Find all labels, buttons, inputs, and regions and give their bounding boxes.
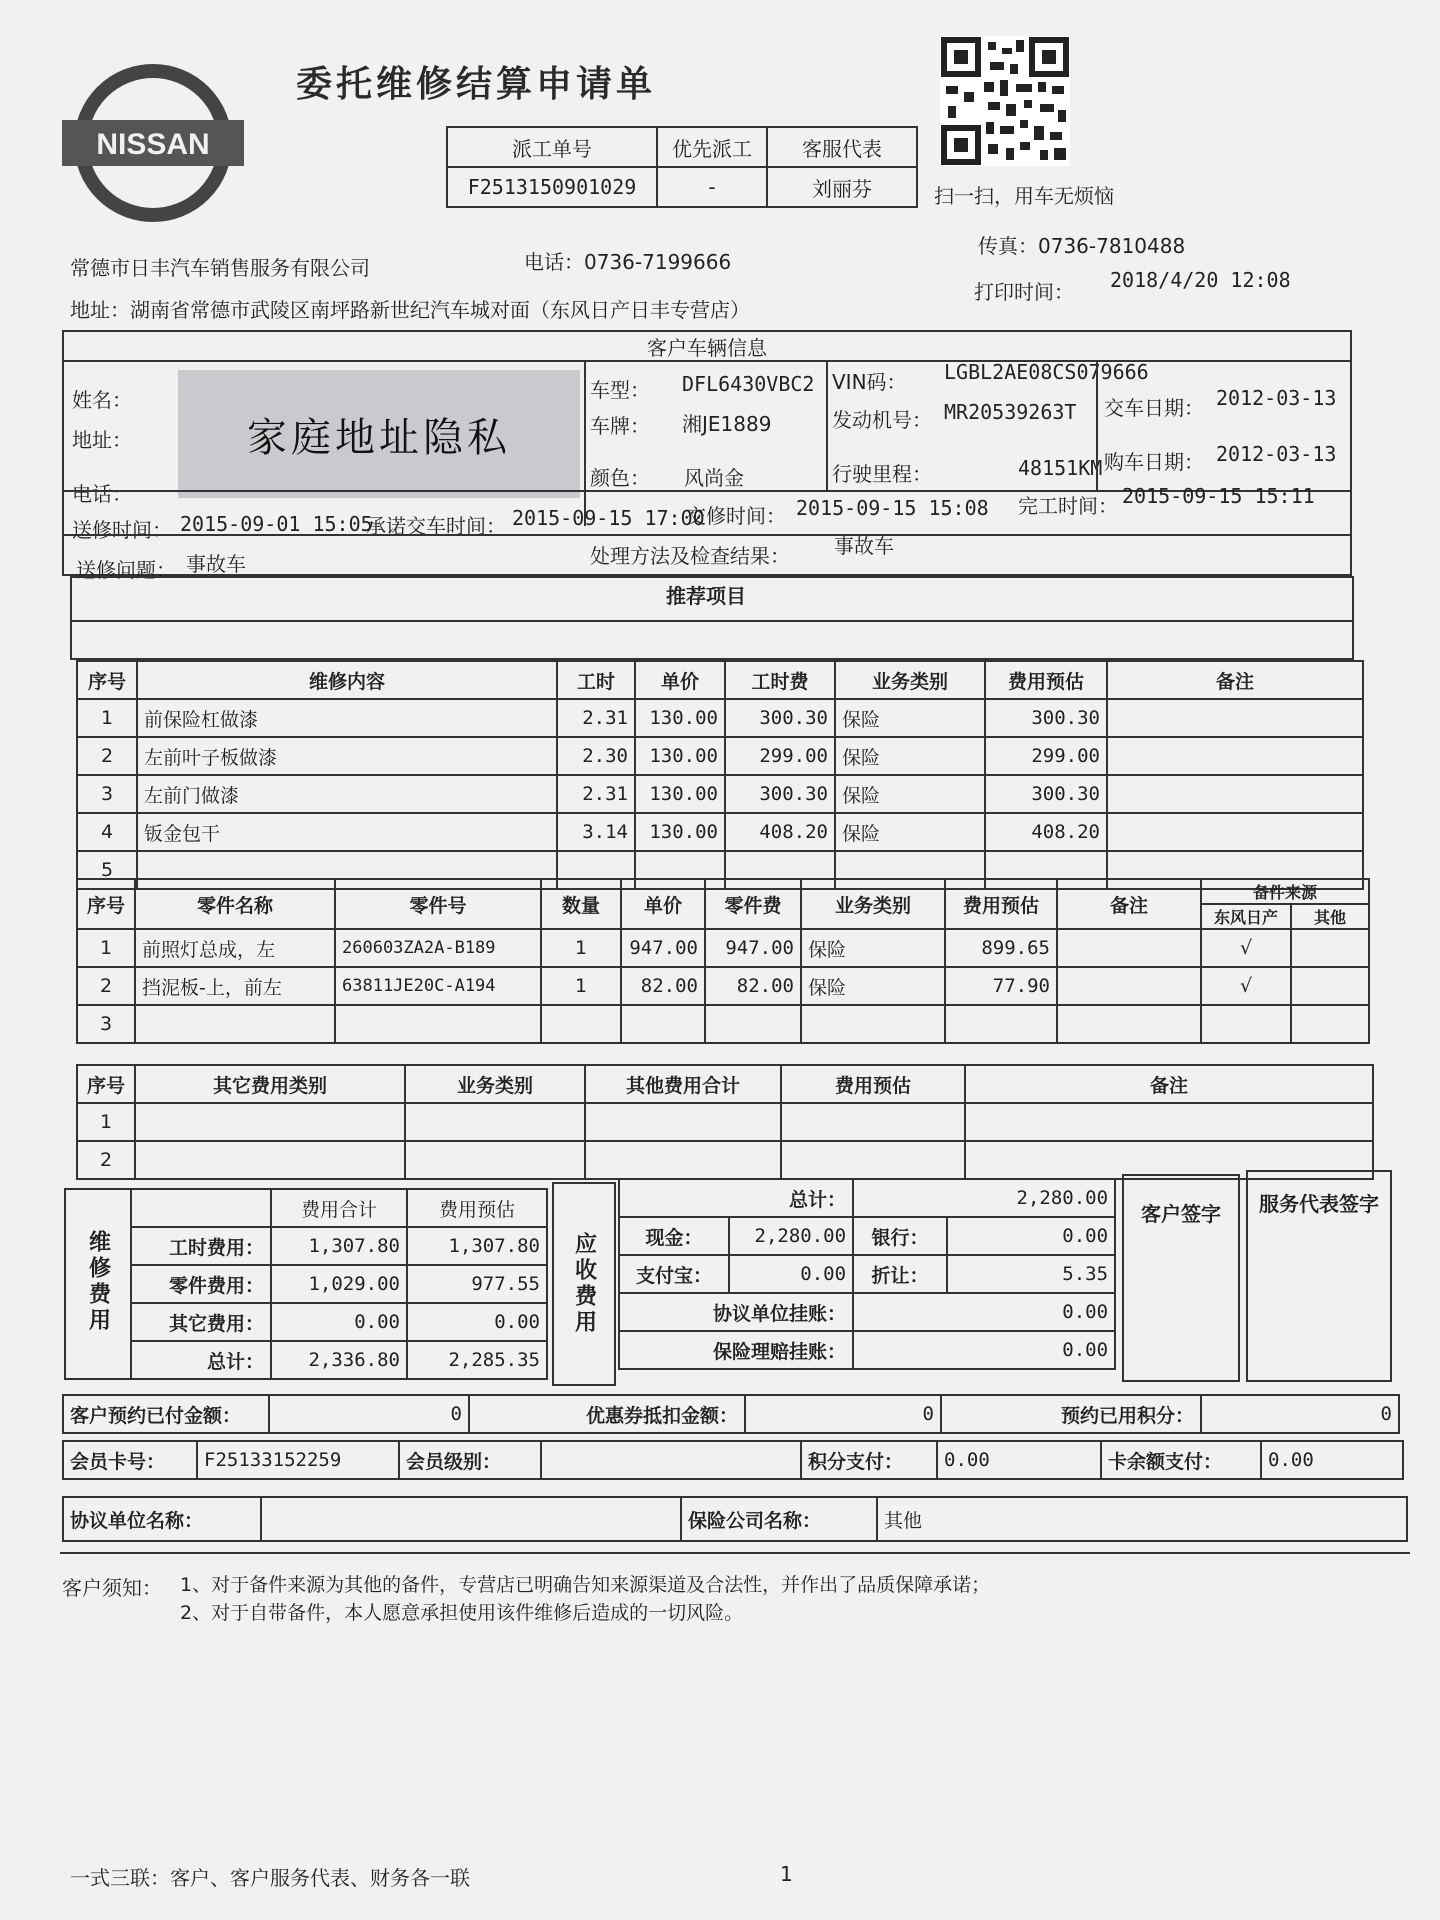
parts-header: 零件费 <box>705 879 801 929</box>
labor-cell: 299.00 <box>725 737 835 775</box>
notice-line-1: 1、对于备件来源为其他的备件，专营店已明确告知来源渠道及合法性，并作出了品质保障承诺； <box>180 1574 991 1596</box>
model-label: 车型： <box>590 378 650 402</box>
qr-code <box>940 36 1070 166</box>
parts-cell <box>1201 1005 1291 1043</box>
parts-cell: 1 <box>541 967 621 1005</box>
bank-label: 银行： <box>853 1217 947 1255</box>
other-fees-cell <box>405 1103 585 1141</box>
prepaid-value: 0 <box>269 1395 469 1433</box>
plate-value: 湘JE1889 <box>682 412 772 436</box>
delivery-date: 2012-03-13 <box>1216 386 1337 410</box>
parts-cell <box>541 1005 621 1043</box>
table-row <box>77 1103 1373 1141</box>
labor-cell: 130.00 <box>635 699 725 737</box>
service-signature-box[interactable] <box>1246 1170 1392 1382</box>
name-label: 姓名： <box>72 388 132 412</box>
insurance-claim-label: 保险理赔挂账： <box>619 1331 853 1369</box>
parts-cell <box>1291 1005 1369 1043</box>
footer-copies: 一式三联：客户、客户服务代表、财务各一联 <box>70 1866 470 1890</box>
other-fees-cell <box>965 1103 1373 1141</box>
parts-cell <box>1291 967 1369 1005</box>
labor-cell: 300.30 <box>985 775 1107 813</box>
labor-header: 工时费 <box>725 661 835 699</box>
document-title: 委托维修结算申请单 <box>296 64 657 105</box>
fee-estimate: 1,307.80 <box>407 1227 547 1265</box>
labor-cell: 300.30 <box>985 699 1107 737</box>
table-row <box>65 1303 547 1341</box>
handover-time: 2015-09-15 15:08 <box>796 496 989 520</box>
labor-cell: 2.30 <box>557 737 635 775</box>
labor-cell: 2 <box>77 737 137 775</box>
fee-total: 1,029.00 <box>271 1265 407 1303</box>
receivable-label: 应收费用 <box>571 1232 597 1336</box>
other-fees-header: 备注 <box>965 1065 1373 1103</box>
labor-cell: 408.20 <box>725 813 835 851</box>
labor-header: 业务类别 <box>835 661 985 699</box>
plate-label: 车牌： <box>590 414 650 438</box>
labor-cell: 左前门做漆 <box>137 775 557 813</box>
cash-label: 现金： <box>619 1217 729 1255</box>
sent-time: 2015-09-01 15:05 <box>180 512 373 536</box>
parts-cell: 77.90 <box>945 967 1057 1005</box>
col-total-header: 费用合计 <box>271 1189 407 1227</box>
fee-estimate: 2,285.35 <box>407 1341 547 1379</box>
parts-header: 业务类别 <box>801 879 945 929</box>
prepaid-table <box>62 1394 1400 1434</box>
logo-text: NISSAN <box>96 128 210 161</box>
other-fees-header: 其它费用类别 <box>135 1065 405 1103</box>
notice-label: 客户须知： <box>62 1576 162 1600</box>
parts-header: 数量 <box>541 879 621 929</box>
labor-cell: 3 <box>77 775 137 813</box>
table-row <box>65 1265 547 1303</box>
labor-cell: 保险 <box>835 775 985 813</box>
table-row <box>65 1341 547 1379</box>
dispatch-header: 优先派工 <box>657 127 767 167</box>
alipay-label: 支付宝： <box>619 1255 729 1293</box>
labor-cell: 3.14 <box>557 813 635 851</box>
receivable-table <box>618 1178 1116 1370</box>
labor-cell <box>1107 699 1363 737</box>
labor-cell: 1 <box>77 699 137 737</box>
agreement-label: 协议单位挂账： <box>619 1293 853 1331</box>
total-label: 总计： <box>619 1179 853 1217</box>
labor-header: 备注 <box>1107 661 1363 699</box>
engine-label: 发动机号： <box>832 408 932 432</box>
labor-cell: 保险 <box>835 699 985 737</box>
parts-cell <box>801 1005 945 1043</box>
insurer-label: 保险公司名称： <box>681 1497 877 1541</box>
dispatch-header: 派工单号 <box>447 127 657 167</box>
customer-section-title: 客户车辆信息 <box>647 336 767 360</box>
parts-cell: 1 <box>541 929 621 967</box>
table-row <box>65 1227 547 1265</box>
labor-cell: 2.31 <box>557 775 635 813</box>
privacy-mask: 家庭地址隐私 <box>178 370 580 498</box>
delivery-date-label: 交车日期： <box>1104 396 1204 420</box>
other-fees-header: 费用预估 <box>781 1065 965 1103</box>
table-row <box>77 699 1363 737</box>
parts-cell: 82.00 <box>705 967 801 1005</box>
sent-time-label: 送修时间： <box>72 518 172 542</box>
table-row <box>77 813 1363 851</box>
alipay-value: 0.00 <box>729 1255 853 1293</box>
engine-value: MR20539263T <box>944 400 1077 424</box>
col-estimate-header: 费用预估 <box>407 1189 547 1227</box>
parts-cell: 82.00 <box>621 967 705 1005</box>
finish-time-label: 完工时间： <box>1018 494 1118 518</box>
fee-label: 其它费用： <box>131 1303 271 1341</box>
print-time: 2018/4/20 12:08 <box>1110 268 1291 292</box>
labor-cell: 保险 <box>835 813 985 851</box>
other-fees-header: 其他费用合计 <box>585 1065 781 1103</box>
agreement-unit-table <box>62 1496 1408 1542</box>
color-label: 颜色： <box>590 466 650 490</box>
other-fees-cell: 2 <box>77 1141 135 1179</box>
fee-total: 2,336.80 <box>271 1341 407 1379</box>
page-number: 1 <box>780 1862 793 1886</box>
parts-cell: 899.65 <box>945 929 1057 967</box>
issue-label: 送修问题： <box>76 558 176 582</box>
labor-cell <box>1107 737 1363 775</box>
customer-signature-label: 客户签字 <box>1141 1202 1221 1226</box>
parts-source-header: 东风日产 <box>1201 904 1291 929</box>
labor-table <box>76 660 1364 890</box>
parts-cell: √ <box>1201 929 1291 967</box>
labor-cell: 130.00 <box>635 813 725 851</box>
labor-cell <box>1107 775 1363 813</box>
parts-header: 单价 <box>621 879 705 929</box>
address-label: 地址： <box>72 428 132 452</box>
parts-cell <box>705 1005 801 1043</box>
labor-header: 维修内容 <box>137 661 557 699</box>
member-table <box>62 1440 1404 1480</box>
parts-cell <box>1057 967 1201 1005</box>
card-balance-value: 0.00 <box>1261 1441 1403 1479</box>
other-fees-cell <box>781 1141 965 1179</box>
labor-cell: 5 <box>77 851 137 889</box>
fee-total: 1,307.80 <box>271 1227 407 1265</box>
insurance-claim-value: 0.00 <box>853 1331 1115 1369</box>
discount-value: 5.35 <box>947 1255 1115 1293</box>
dispatch-header: 客服代表 <box>767 127 917 167</box>
labor-cell: 保险 <box>835 737 985 775</box>
labor-cell <box>1107 813 1363 851</box>
nissan-logo <box>58 58 248 228</box>
parts-cell <box>135 1005 335 1043</box>
coupon-value: 0 <box>745 1395 941 1433</box>
discount-label: 折让： <box>853 1255 947 1293</box>
repair-fee-label: 维修费用 <box>85 1229 111 1334</box>
labor-cell: 前保险杠做漆 <box>137 699 557 737</box>
member-level-label: 会员级别： <box>399 1441 541 1479</box>
parts-cell: 前照灯总成，左 <box>135 929 335 967</box>
labor-cell: 130.00 <box>635 775 725 813</box>
points-used-value: 0 <box>1201 1395 1399 1433</box>
table-row <box>77 1005 1369 1043</box>
vin-value: LGBL2AE08CS079666 <box>944 360 1149 384</box>
parts-cell: 260603ZA2A-B189 <box>335 929 541 967</box>
table-row <box>77 775 1363 813</box>
repair-fee-table <box>64 1188 548 1380</box>
other-fees-cell <box>405 1141 585 1179</box>
bank-value: 0.00 <box>947 1217 1115 1255</box>
mileage-label: 行驶里程： <box>832 462 932 486</box>
purchase-date-label: 购车日期： <box>1104 450 1204 474</box>
card-balance-label: 卡余额支付： <box>1101 1441 1261 1479</box>
table-row <box>77 929 1369 967</box>
labor-cell: 左前叶子板做漆 <box>137 737 557 775</box>
vin-label: VIN码： <box>832 370 907 394</box>
other-fees-table <box>76 1064 1374 1180</box>
qr-caption: 扫一扫，用车无烦恼 <box>934 184 1114 208</box>
result-label: 处理方法及检查结果： <box>590 544 790 568</box>
coupon-label: 优惠券抵扣金额： <box>469 1395 745 1433</box>
parts-cell: 挡泥板-上，前左 <box>135 967 335 1005</box>
notice-line-2: 2、对于自带备件，本人愿意承担使用该件维修后造成的一切风险。 <box>180 1602 744 1624</box>
agreement-value: 0.00 <box>853 1293 1115 1331</box>
company-address: 地址：湖南省常德市武陵区南坪路新世纪汽车城对面（东风日产日丰专营店） <box>70 298 750 322</box>
fee-estimate: 977.55 <box>407 1265 547 1303</box>
labor-cell: 2.31 <box>557 699 635 737</box>
other-fees-header: 业务类别 <box>405 1065 585 1103</box>
labor-header: 序号 <box>77 661 137 699</box>
receivable-label-box <box>552 1182 616 1386</box>
dispatch-priority: - <box>657 167 767 207</box>
parts-cell: 保险 <box>801 967 945 1005</box>
labor-cell: 钣金包干 <box>137 813 557 851</box>
other-fees-cell <box>135 1141 405 1179</box>
purchase-date: 2012-03-13 <box>1216 442 1337 466</box>
member-card-value: F25133152259 <box>197 1441 399 1479</box>
labor-cell: 300.30 <box>725 699 835 737</box>
parts-cell: 保险 <box>801 929 945 967</box>
parts-cell <box>621 1005 705 1043</box>
other-fees-cell: 1 <box>77 1103 135 1141</box>
parts-cell <box>945 1005 1057 1043</box>
parts-cell: 3 <box>77 1005 135 1043</box>
customer-signature-box[interactable] <box>1122 1174 1240 1382</box>
parts-cell: 63811JE20C-A194 <box>335 967 541 1005</box>
model-value: DFL6430VBC2 <box>682 372 815 396</box>
cash-value: 2,280.00 <box>729 1217 853 1255</box>
member-level-value <box>541 1441 801 1479</box>
parts-cell: √ <box>1201 967 1291 1005</box>
table-row <box>77 737 1363 775</box>
parts-cell: 1 <box>77 929 135 967</box>
labor-header: 工时 <box>557 661 635 699</box>
other-fees-cell <box>781 1103 965 1141</box>
parts-cell <box>1291 929 1369 967</box>
company-fax: 传真：0736-7810488 <box>978 234 1186 258</box>
promised-time: 2015-09-15 17:00 <box>512 506 705 530</box>
dispatch-rep: 刘丽芬 <box>767 167 917 207</box>
parts-cell: 2 <box>77 967 135 1005</box>
parts-header: 序号 <box>77 879 135 929</box>
labor-header: 费用预估 <box>985 661 1107 699</box>
labor-cell: 4 <box>77 813 137 851</box>
points-pay-value: 0.00 <box>937 1441 1101 1479</box>
parts-header: 零件名称 <box>135 879 335 929</box>
parts-source-header: 其他 <box>1291 904 1369 929</box>
parts-cell <box>335 1005 541 1043</box>
company-name: 常德市日丰汽车销售服务有限公司 <box>70 256 370 280</box>
labor-cell: 299.00 <box>985 737 1107 775</box>
parts-cell: 947.00 <box>621 929 705 967</box>
repair-fee-label-cell <box>65 1189 131 1379</box>
other-fees-cell <box>135 1103 405 1141</box>
table-row <box>77 967 1369 1005</box>
parts-cell <box>1057 1005 1201 1043</box>
other-fees-cell <box>585 1103 781 1141</box>
prepaid-label: 客户预约已付金额： <box>63 1395 269 1433</box>
labor-cell: 408.20 <box>985 813 1107 851</box>
total-value: 2,280.00 <box>853 1179 1115 1217</box>
mileage-value: 48151KM <box>1018 456 1103 480</box>
company-phone: 电话：0736-7199666 <box>524 250 732 274</box>
labor-header: 单价 <box>635 661 725 699</box>
fee-label: 零件费用： <box>131 1265 271 1303</box>
agreement-unit-value <box>261 1497 681 1541</box>
issue-value: 事故车 <box>186 552 246 576</box>
phone-label: 电话： <box>72 482 132 506</box>
points-used-label: 预约已用积分： <box>941 1395 1201 1433</box>
parts-header: 费用预估 <box>945 879 1057 929</box>
parts-cell <box>1057 929 1201 967</box>
parts-cell: 947.00 <box>705 929 801 967</box>
finish-time: 2015-09-15 15:11 <box>1122 484 1315 508</box>
recommend-title: 推荐项目 <box>666 584 746 608</box>
color-value: 风尚金 <box>684 466 744 490</box>
parts-table <box>76 878 1370 1044</box>
agreement-unit-label: 协议单位名称： <box>63 1497 261 1541</box>
dispatch-table <box>446 126 918 208</box>
fee-label: 工时费用： <box>131 1227 271 1265</box>
labor-cell: 300.30 <box>725 775 835 813</box>
member-card-label: 会员卡号： <box>63 1441 197 1479</box>
insurer-value: 其他 <box>877 1497 1407 1541</box>
handover-time-label: 交修时间： <box>686 504 786 528</box>
print-time-label: 打印时间： <box>974 280 1074 304</box>
dispatch-number: F2513150901029 <box>447 167 657 207</box>
parts-header: 备注 <box>1057 879 1201 929</box>
promised-time-label: 承诺交车时间： <box>366 514 506 538</box>
labor-cell: 130.00 <box>635 737 725 775</box>
fee-total: 0.00 <box>271 1303 407 1341</box>
points-pay-label: 积分支付： <box>801 1441 937 1479</box>
other-fees-header: 序号 <box>77 1065 135 1103</box>
fee-label: 总计： <box>131 1341 271 1379</box>
other-fees-cell <box>585 1141 781 1179</box>
fee-estimate: 0.00 <box>407 1303 547 1341</box>
parts-header: 零件号 <box>335 879 541 929</box>
service-signature-label: 服务代表签字 <box>1259 1192 1379 1216</box>
parts-header: 备件来源 <box>1201 879 1369 904</box>
result-value: 事故车 <box>834 534 894 558</box>
